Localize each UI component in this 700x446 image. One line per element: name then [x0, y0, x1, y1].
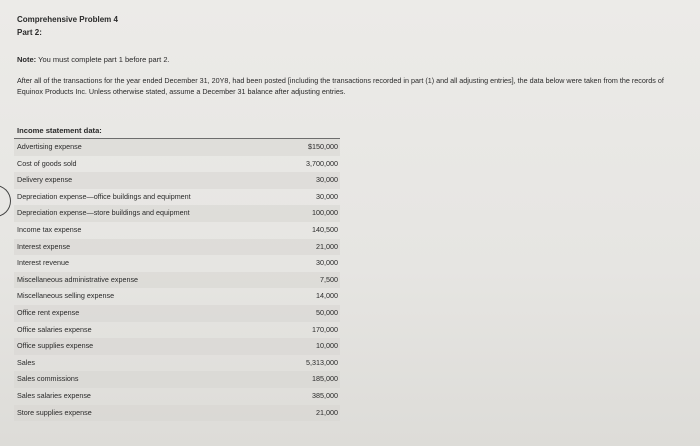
table-row: [14, 156, 340, 173]
row-amount: 30,000: [316, 258, 338, 268]
row-amount: 3,700,000: [306, 158, 338, 168]
table-row: [14, 322, 340, 339]
table-row: [14, 189, 340, 206]
table-row: [14, 288, 340, 305]
row-amount: 5,313,000: [306, 357, 338, 367]
note-text: You must complete part 1 before part 2.: [38, 55, 170, 64]
part-label: Part 2:: [17, 28, 42, 37]
table-row: [14, 239, 340, 256]
table-row: [14, 338, 340, 355]
row-label: Miscellaneous selling expense: [17, 291, 115, 301]
row-label: Delivery expense: [17, 175, 73, 185]
intro-paragraph: After all of the transactions for the year ended December 31, 20Y8, had been posted [including the transactions recorded in part (1) and all adjusting entries], the data below were taken from the records of Equinox Products Inc. Unless otherwise stated, assume a December 31 balance after adjusting entries.: [17, 76, 664, 96]
problem-title: Comprehensive Problem 4: [17, 15, 118, 24]
row-label: Store supplies expense: [17, 407, 92, 417]
income-statement-table: [14, 126, 340, 421]
row-amount: 100,000: [312, 208, 338, 218]
row-label: Sales commissions: [17, 374, 79, 384]
note-label: Note:: [17, 55, 37, 64]
row-amount: 7,500: [320, 274, 338, 284]
row-amount: 30,000: [316, 175, 338, 185]
note-line: [17, 55, 170, 64]
table-heading: Income statement data:: [14, 126, 340, 139]
table-row: [14, 205, 340, 222]
table-row: [14, 222, 340, 239]
row-label: Interest revenue: [17, 258, 69, 268]
row-label: Office rent expense: [17, 307, 80, 317]
row-amount: 10,000: [316, 341, 338, 351]
table-row: [14, 272, 340, 289]
row-label: Cost of goods sold: [17, 158, 77, 168]
row-label: Office supplies expense: [17, 341, 94, 351]
table-row: [14, 371, 340, 388]
table-row: [14, 255, 340, 272]
row-amount: 14,000: [316, 291, 338, 301]
table-row: [14, 305, 340, 322]
row-label: Advertising expense: [17, 142, 82, 151]
row-amount: 170,000: [312, 324, 338, 334]
table-row: [14, 355, 340, 372]
table-row: [14, 405, 340, 422]
row-label: Income tax expense: [17, 224, 82, 234]
row-amount: 140,500: [312, 224, 338, 234]
row-amount: 30,000: [316, 191, 338, 201]
row-label: Interest expense: [17, 241, 71, 251]
row-amount: 21,000: [316, 407, 338, 417]
row-label: Sales: [17, 357, 35, 367]
row-amount: $150,000: [308, 142, 338, 151]
row-label: Depreciation expense—office buildings and equipment: [17, 191, 191, 201]
table-row: [14, 388, 340, 405]
row-label: Miscellaneous administrative expense: [17, 274, 139, 284]
row-label: Sales salaries expense: [17, 390, 91, 400]
row-label: Office salaries expense: [17, 324, 92, 334]
page-curl-mark: [0, 185, 11, 217]
table-body: [14, 139, 340, 421]
row-amount: 50,000: [316, 307, 338, 317]
row-amount: 385,000: [312, 390, 338, 400]
table-row: [14, 139, 340, 156]
row-label: Depreciation expense—store buildings and equipment: [17, 208, 190, 218]
row-amount: 21,000: [316, 241, 338, 251]
row-amount: 185,000: [312, 374, 338, 384]
table-row: [14, 172, 340, 189]
